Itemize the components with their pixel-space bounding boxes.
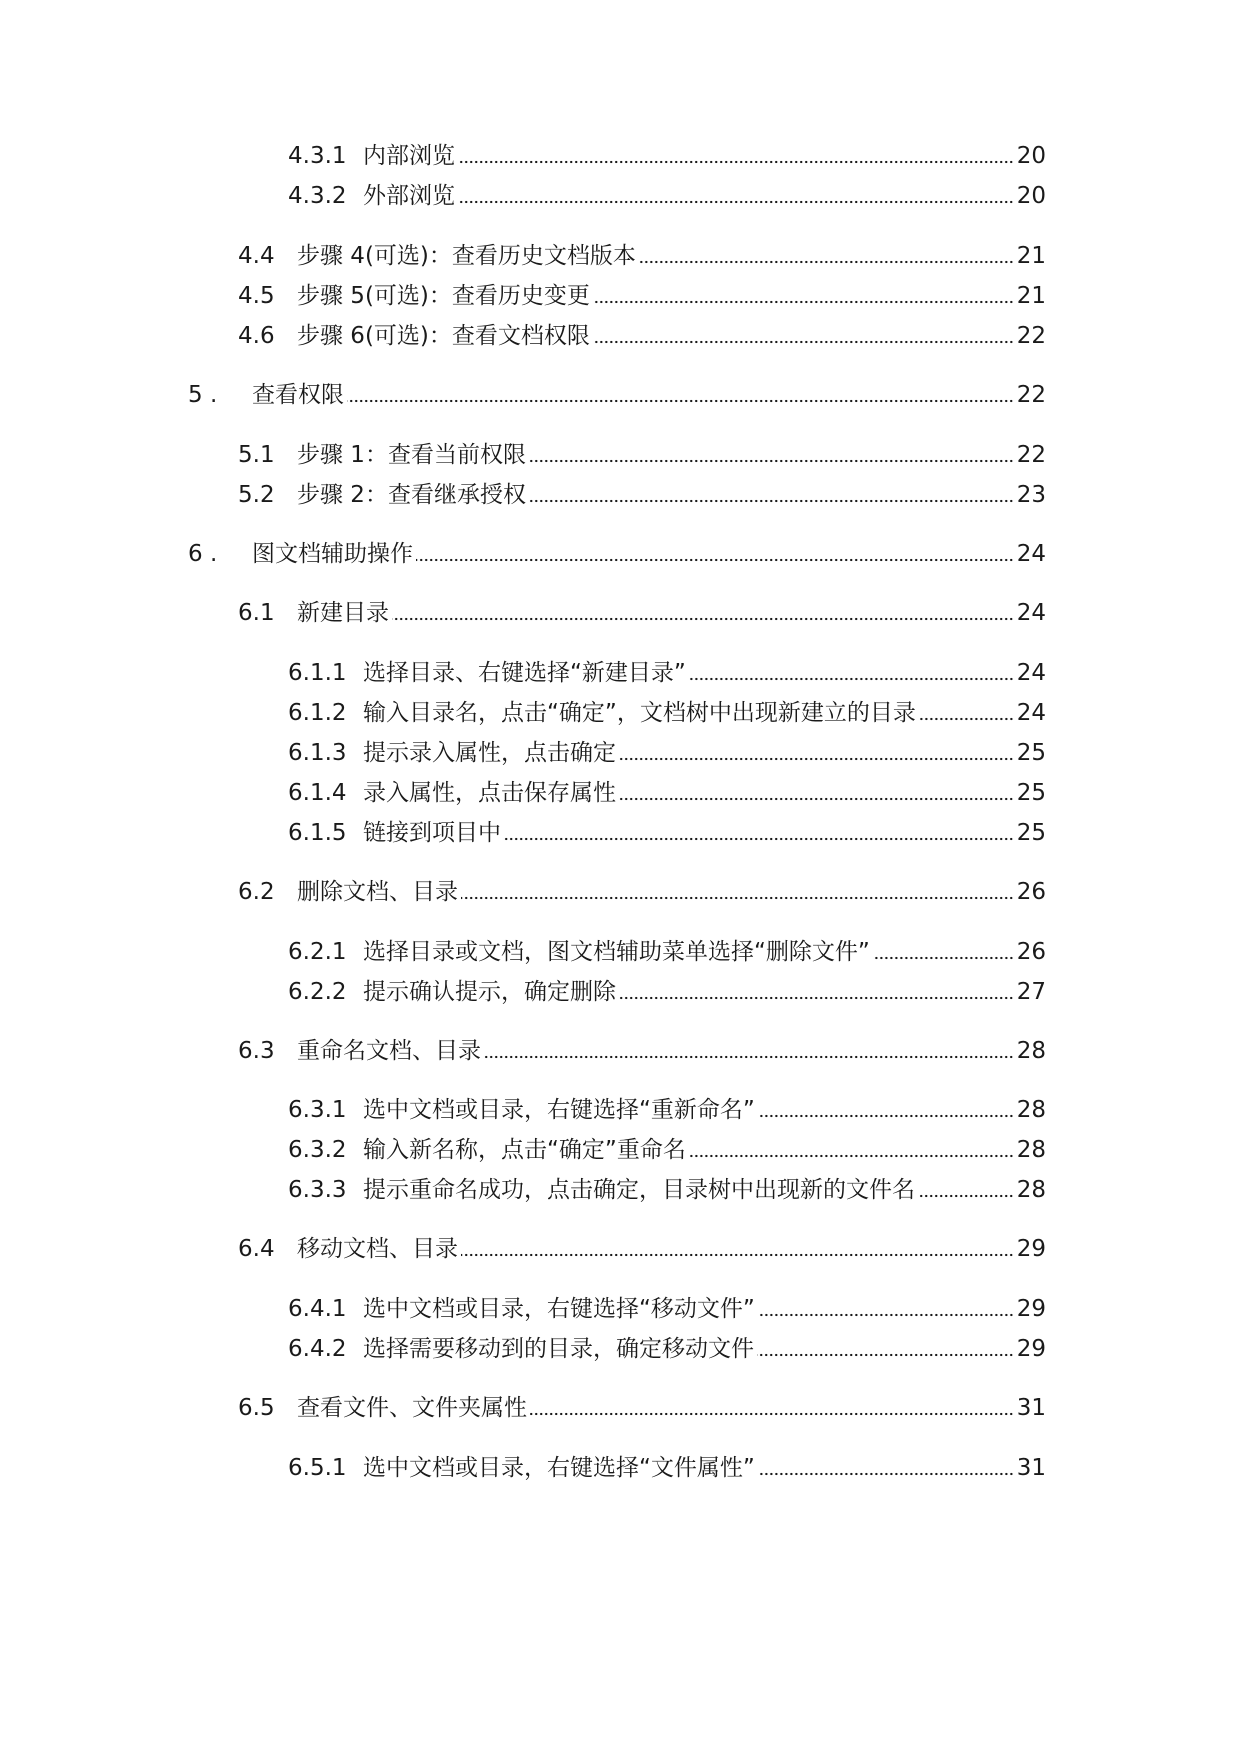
- toc-entry-title: 内部浏览: [363, 143, 455, 169]
- toc-entry-number: 5.2: [238, 482, 275, 508]
- toc-entry-title: 重命名文档、目录: [297, 1038, 481, 1064]
- toc-entry-number: 6.1.4: [288, 780, 347, 806]
- toc-entry-title: 选择目录或文档，图文档辅助菜单选择“删除文件”: [363, 939, 870, 965]
- toc-entry-title: 选中文档或目录，右键选择“重新命名”: [363, 1097, 755, 1123]
- toc-entry-title: 步骤 6(可选)：查看文档权限: [297, 323, 590, 349]
- toc-entry-title: 删除文档、目录: [297, 879, 458, 905]
- toc-dot-leader: [530, 1412, 1014, 1416]
- toc-entry-page-number: 22: [1016, 382, 1046, 408]
- toc-entry-title: 输入新名称，点击“确定”重命名: [363, 1137, 686, 1163]
- toc-dot-leader: [593, 300, 1014, 304]
- toc-entry-page-number: 22: [1016, 442, 1046, 468]
- toc-entry-number: 6 .: [188, 541, 218, 567]
- toc-entry[interactable]: [238, 597, 1046, 629]
- toc-entry-title: 移动文档、目录: [297, 1236, 458, 1262]
- toc-entry-number: 6.1.2: [288, 700, 347, 726]
- toc-dot-leader: [918, 1194, 1014, 1198]
- toc-entry-title: 录入属性，点击保存属性: [363, 780, 616, 806]
- toc-entry-title: 查看文件、文件夹属性: [297, 1395, 527, 1421]
- toc-entry-title: 链接到项目中: [363, 820, 501, 846]
- toc-entry[interactable]: [238, 280, 1046, 312]
- toc-entry[interactable]: [288, 180, 1046, 212]
- toc-entry-page-number: 24: [1016, 660, 1046, 686]
- toc-entry-title: 提示确认提示，确定删除: [363, 979, 616, 1005]
- toc-dot-leader: [873, 956, 1014, 960]
- toc-entry[interactable]: [238, 876, 1046, 908]
- toc-entry-number: 6.3: [238, 1038, 275, 1064]
- toc-entry[interactable]: [288, 1134, 1046, 1166]
- toc-entry-number: 6.4.2: [288, 1336, 347, 1362]
- toc-entry-number: 6.2.1: [288, 939, 347, 965]
- toc-entry-page-number: 28: [1016, 1038, 1046, 1064]
- toc-entry-page-number: 29: [1016, 1296, 1046, 1322]
- toc-entry-page-number: 29: [1016, 1236, 1046, 1262]
- toc-entry-number: 6.4: [238, 1236, 275, 1262]
- toc-entry-title: 选中文档或目录，右键选择“文件属性”: [363, 1455, 755, 1481]
- toc-entry-title: 图文档辅助操作: [252, 541, 413, 567]
- toc-entry-title: 提示录入属性，点击确定: [363, 740, 616, 766]
- toc-dot-leader: [619, 757, 1014, 761]
- toc-entry-page-number: 24: [1016, 541, 1046, 567]
- toc-dot-leader: [758, 1313, 1014, 1317]
- toc-entry-number: 4.3.2: [288, 183, 347, 209]
- toc-entry[interactable]: [288, 1333, 1046, 1365]
- toc-entry-page-number: 28: [1016, 1097, 1046, 1123]
- toc-entry[interactable]: [238, 240, 1046, 272]
- toc-dot-leader: [639, 260, 1014, 264]
- toc-dot-leader: [689, 677, 1014, 681]
- toc-entry-number: 6.5: [238, 1395, 275, 1421]
- toc-entry-page-number: 25: [1016, 740, 1046, 766]
- toc-entry[interactable]: [288, 1094, 1046, 1126]
- toc-dot-leader: [619, 996, 1014, 1000]
- toc-entry-page-number: 23: [1016, 482, 1046, 508]
- toc-dot-leader: [757, 1353, 1014, 1357]
- toc-entry-title: 步骤 2：查看继承授权: [297, 482, 526, 508]
- toc-entry-title: 步骤 5(可选)：查看历史变更: [297, 283, 590, 309]
- toc-entry-title: 选择目录、右键选择“新建目录”: [363, 660, 686, 686]
- toc-dot-leader: [484, 1055, 1014, 1059]
- toc-entry[interactable]: [288, 1174, 1046, 1206]
- toc-entry-number: 6.1.3: [288, 740, 347, 766]
- toc-entry[interactable]: [238, 1392, 1046, 1424]
- toc-entry-page-number: 25: [1016, 820, 1046, 846]
- toc-dot-leader: [593, 340, 1014, 344]
- toc-entry-title: 步骤 1：查看当前权限: [297, 442, 526, 468]
- toc-entry-number: 4.3.1: [288, 143, 347, 169]
- toc-entry-page-number: 26: [1016, 879, 1046, 905]
- toc-entry[interactable]: [288, 140, 1046, 172]
- toc-dot-leader: [461, 896, 1014, 900]
- toc-entry-title: 外部浏览: [363, 183, 455, 209]
- toc-entry-page-number: 27: [1016, 979, 1046, 1005]
- toc-entry[interactable]: [288, 1293, 1046, 1325]
- toc-entry-title: 新建目录: [297, 600, 389, 626]
- toc-dot-leader: [347, 399, 1014, 403]
- toc-entry-number: 5 .: [188, 382, 218, 408]
- toc-dot-leader: [529, 459, 1014, 463]
- toc-entry[interactable]: [288, 697, 1046, 729]
- toc-entry-number: 6.1: [238, 600, 275, 626]
- toc-entry-page-number: 26: [1016, 939, 1046, 965]
- toc-entry-number: 6.3.3: [288, 1177, 347, 1203]
- toc-entry-number: 4.4: [238, 243, 275, 269]
- toc-entry-title: 步骤 4(可选)：查看历史文档版本: [297, 243, 636, 269]
- toc-entry-title: 提示重命名成功，点击确定，目录树中出现新的文件名: [363, 1177, 915, 1203]
- toc-entry[interactable]: [238, 439, 1046, 471]
- toc-entry[interactable]: [288, 777, 1046, 809]
- toc-entry-page-number: 24: [1016, 700, 1046, 726]
- toc-entry-page-number: 24: [1016, 600, 1046, 626]
- toc-entry-page-number: 28: [1016, 1137, 1046, 1163]
- toc-entry-number: 6.3.2: [288, 1137, 347, 1163]
- toc-entry[interactable]: [238, 1233, 1046, 1265]
- toc-dot-leader: [919, 717, 1014, 721]
- toc-entry[interactable]: [288, 817, 1046, 849]
- toc-dot-leader: [504, 837, 1014, 841]
- toc-entry-title: 查看权限: [252, 382, 344, 408]
- toc-entry-page-number: 31: [1016, 1395, 1046, 1421]
- toc-dot-leader: [619, 797, 1014, 801]
- toc-dot-leader: [416, 558, 1014, 562]
- toc-entry-number: 6.4.1: [288, 1296, 347, 1322]
- toc-entry-title: 选择需要移动到的目录，确定移动文件: [363, 1336, 754, 1362]
- toc-dot-leader: [458, 200, 1014, 204]
- toc-dot-leader: [529, 499, 1014, 503]
- toc-entry[interactable]: [188, 538, 1046, 570]
- toc-entry-page-number: 20: [1016, 183, 1046, 209]
- toc-entry-number: 6.2: [238, 879, 275, 905]
- toc-dot-leader: [461, 1253, 1014, 1257]
- toc-dot-leader: [689, 1154, 1014, 1158]
- toc-entry-page-number: 29: [1016, 1336, 1046, 1362]
- toc-entry-title: 选中文档或目录，右键选择“移动文件”: [363, 1296, 755, 1322]
- toc-entry[interactable]: [288, 657, 1046, 689]
- toc-dot-leader: [758, 1472, 1014, 1476]
- toc-dot-leader: [458, 160, 1014, 164]
- toc-entry[interactable]: [288, 1452, 1046, 1484]
- toc-entry-number: 6.1.1: [288, 660, 347, 686]
- toc-entry-number: 4.6: [238, 323, 275, 349]
- toc-entry-page-number: 21: [1016, 283, 1046, 309]
- toc-entry[interactable]: [288, 976, 1046, 1008]
- toc-entry-page-number: 25: [1016, 780, 1046, 806]
- toc-entry[interactable]: [238, 1035, 1046, 1067]
- toc-entry[interactable]: [288, 737, 1046, 769]
- toc-entry-title: 输入目录名，点击“确定”，文档树中出现新建立的目录: [363, 700, 916, 726]
- toc-entry-page-number: 20: [1016, 143, 1046, 169]
- toc-dot-leader: [392, 617, 1014, 621]
- toc-entry-number: 4.5: [238, 283, 275, 309]
- toc-dot-leader: [758, 1114, 1014, 1118]
- toc-entry-page-number: 31: [1016, 1455, 1046, 1481]
- toc-entry[interactable]: [238, 320, 1046, 352]
- toc-entry-page-number: 22: [1016, 323, 1046, 349]
- toc-entry[interactable]: [238, 479, 1046, 511]
- toc-entry-number: 5.1: [238, 442, 275, 468]
- toc-entry-page-number: 21: [1016, 243, 1046, 269]
- toc-entry[interactable]: [188, 379, 1046, 411]
- toc-entry-number: 6.1.5: [288, 820, 347, 846]
- toc-entry-number: 6.2.2: [288, 979, 347, 1005]
- toc-entry-number: 6.5.1: [288, 1455, 347, 1481]
- toc-entry-page-number: 28: [1016, 1177, 1046, 1203]
- toc-entry-number: 6.3.1: [288, 1097, 347, 1123]
- toc-entry[interactable]: [288, 936, 1046, 968]
